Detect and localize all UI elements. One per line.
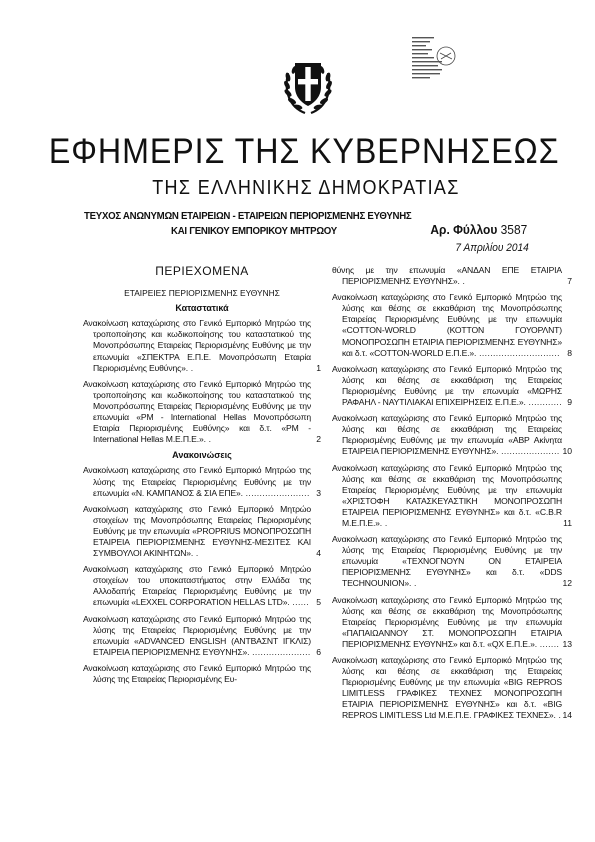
- entry-page-number: 2: [316, 434, 321, 445]
- entry-page-number: 7: [567, 276, 572, 287]
- leader-dots: .......: [536, 638, 560, 649]
- series-line-1: ΤΕΥΧΟΣ ΑΝΩΝΥΜΩΝ ΕΤΑΙΡΕΙΩΝ - ΕΤΑΙΡΕΙΩΝ ΠΕΡΙΟΡΙΣΜΕΝΗΣ ΕΥΘΥΝΗΣ: [84, 210, 412, 222]
- statutes-list: [83, 318, 321, 445]
- entry-page-number: 9: [567, 397, 572, 408]
- entry-page-number: 10: [562, 446, 572, 457]
- contents-entry[interactable]: [83, 614, 321, 658]
- entry-text: Ανακοίνωση καταχώρισης στο Γενικό Εμπορικό Μητρώο της τροποποίησης και κωδικοποίησης του καταστατικού της Μονοπρόσωπης Εταιρείας Περιορισμένης Ευθύνης με την επωνυμία «ΣΠΕΚΤΡΑ Ε.Π.Ε. Μονοπρόσωπη Εταιρία Περιορισμένης Ευθύνης». .: [83, 318, 311, 373]
- leader-dots: ............: [525, 397, 562, 408]
- leader-dots: .: [187, 362, 194, 373]
- contents-entry[interactable]: [332, 292, 572, 359]
- coat-of-arms-icon: [283, 57, 333, 117]
- entry-page-number: 6: [316, 646, 321, 657]
- contents-right-column: [332, 265, 572, 727]
- entry-page-number: 4: [316, 548, 321, 559]
- entry-page-number: 13: [562, 638, 572, 649]
- entry-text: Ανακοίνωση καταχώρισης στο Γενικό Εμπορικό Μητρώο στοιχείων του υποκαταστήματος στην Ελλάδα της Αλλοδαπής Εταιρείας Περιορισμένης Ευθύνης με την επωνυμία «LEXXEL CORPORATION HELLAS LTD». ......: [83, 564, 311, 608]
- leader-dots: .: [459, 276, 466, 287]
- subsection-announcements: Ανακοινώσεις: [172, 450, 232, 461]
- contents-entry[interactable]: [83, 465, 321, 498]
- leader-dots: .: [193, 548, 199, 559]
- leader-dots: .: [555, 710, 562, 721]
- contents-heading: ΠΕΡΙΕΧΟΜΕΝΑ: [155, 264, 249, 278]
- entry-page-number: 1: [316, 362, 321, 373]
- contents-entry[interactable]: [332, 534, 572, 589]
- leader-dots: .....................: [498, 446, 560, 457]
- gazette-title: ΕΦΗΜΕΡΙΣ ΤΗΣ ΚΥΒΕΡΝΗΣΕΩΣ: [48, 132, 560, 171]
- entry-page-number: 5: [316, 597, 321, 608]
- section-heading: ΕΤΑΙΡΕΙΕΣ ΠΕΡΙΟΡΙΣΜΕΝΗΣ ΕΥΘΥΝΗΣ: [124, 288, 280, 299]
- entry-page-number: 8: [567, 347, 572, 358]
- leader-dots: .............................: [476, 347, 560, 358]
- entry-text: θύνης με την επωνυμία «ΑΝΔΑΝ ΕΠΕ ΕΤΑΙΡΙΑ ΠΕΡΙΟΡΙΣΜΕΝΗΣ ΕΥΘΥΝΗΣ». .: [332, 265, 562, 287]
- contents-entry[interactable]: [83, 504, 321, 559]
- contents-entry[interactable]: [83, 663, 321, 685]
- leader-dots: .: [411, 578, 417, 589]
- contents-entry[interactable]: [332, 655, 572, 722]
- entry-page-number: 3: [316, 487, 321, 498]
- issue-label: Αρ. Φύλλου: [430, 222, 498, 237]
- entry-text: Ανακοίνωση καταχώρισης στο Γενικό Εμπορικό Μητρώο της λύσης της Εταιρείας Περιορισμένης Ευ-: [83, 662, 311, 684]
- entry-page-number: 11: [563, 517, 572, 528]
- issue-number-value: 3587: [500, 222, 527, 237]
- contents-entry[interactable]: [83, 379, 321, 446]
- entry-text: Ανακοίνωση καταχώρισης στο Γενικό Εμπορικό Μητρώο της λύσης της Εταιρείας Περιορισμένης Ευθύνης με την επωνυμία «ADVANCED ENGLISH (ΑΝΤΒΑΣΝΤ ΙΓΚΛΙΣ) ΕΤΑΙΡΕΙΑ ΠΕΡΙΟΡΙΣΜΕΝΗΣ ΕΥΘΥΝΗΣ». .....................: [83, 613, 311, 657]
- entry-text: Ανακοίνωση καταχώρισης στο Γενικό Εμπορικό Μητρώο της λύσης της Εταιρείας Περιορισμένης Ευθύνης με την επωνυμία «ΤΕΧΝΟΓΝΟΥΝ ΟΝ ΕΤΑΙΡΕΙΑ ΠΕΡΙΟΡΙΣΜΕΝΗΣ ΕΥΘΥΝΗΣ» και δ.τ. «DDS TECHNOUNION». .: [332, 534, 562, 589]
- announcements-left-list: [83, 465, 321, 685]
- leader-dots: .....................: [249, 646, 311, 657]
- entry-page-number: 14: [562, 710, 572, 721]
- contents-entry[interactable]: [332, 595, 572, 650]
- subsection-statutes: Καταστατικά: [175, 303, 229, 314]
- entry-text: Ανακοίνωση καταχώρισης στο Γενικό Εμπορικό Μητρώο της λύσης και θέσης σε εκκαθάριση της Μονοπρόσωπης Εταιρείας Περιορισμένης Ευθύνης με την επωνυμία «ΧΡΙΣΤΟΦΗ ΚΑΤΑΣΚΕΥΑΣΤΙΚΗ ΜΟΝΟΠΡΟΣΩΠΗ ΕΤΑΙΡΕΙΑ ΠΕΡΙΟΡΙΣΜΕΝΗΣ ΕΥΘΥΝΗΣ» και δ.τ. «C.B.R Μ.Ε.Π.Ε.». .: [332, 462, 562, 528]
- entry-text: Ανακοίνωση καταχώρισης στο Γενικό Εμπορικό Μητρώο της λύσης και θέσης σε εκκαθάριση της Εταιρείας Περιορισμένης Ευθύνης με την επωνυμία «ΑΒΡ Ακίνητα ΕΤΑΙΡΕΙΑ ΠΕΡΙΟΡΙΣΜΕΝΗΣ ΕΥΘΥΝΗΣ». .....................: [332, 413, 562, 457]
- contents-entry[interactable]: [332, 265, 572, 287]
- gazette-subtitle: ΤΗΣ ΕΛΛΗΝΙΚΗΣ ΔΗΜΟΚΡΑΤΙΑΣ: [152, 177, 460, 199]
- contents-entry[interactable]: [83, 564, 321, 608]
- digital-signature-stamp-icon: [410, 35, 470, 95]
- issue-date: 7 Απριλίου 2014: [455, 242, 529, 254]
- entry-text: Ανακοίνωση καταχώρισης στο Γενικό Εμπορικό Μητρώο της λύσης και θέσης σε εκκαθάριση της Εταιρείας Περιορισμένης Ευθύνης με την επωνυμία «BIG REPROS LIMITLESS ΓΡΑΦΙΚΕΣ ΤΕΧΝΕΣ ΜΟΝΟΠΡΟΣΩΠΗ ΕΤΑΙΡΙΑ ΠΕΡΙΟΡΙΣΜΕΝΗΣ ΕΥΘΥΝΗΣ» και δ.τ. «BIG REPROS LIMITLESS Ltd Μ.Ε.Π.Ε. ΓΡΑΦΙΚΕΣ ΤΕΧΝΕΣ». .: [332, 655, 562, 721]
- contents-entry[interactable]: [332, 463, 572, 530]
- entry-text: Ανακοίνωση καταχώρισης στο Γενικό Εμπορικό Μητρώο της λύσης και θέσης σε εκκαθάριση της Εταιρείας Περιορισμένης Ευθύνης με την επωνυμία «ΜΩΡΗΣ ΡΑΦΑΗΛ - ΝΑΥΤΙΛΙΑΚΑΙ ΕΠΙΧΕΙΡΗΣΕΙΣ Ε.Π.Ε.». ............: [332, 363, 562, 408]
- announcements-right-list: [332, 265, 572, 722]
- contents-left-column: [83, 266, 321, 690]
- entry-page-number: 12: [562, 578, 572, 589]
- leader-dots: .: [382, 517, 388, 528]
- leader-dots: ......: [289, 597, 310, 608]
- contents-entry[interactable]: [332, 364, 572, 408]
- entry-text: Ανακοίνωση καταχώρισης στο Γενικό Εμπορικό Μητρώο της λύσης και θέσης σε εκκαθάριση της Μονοπρόσωπης Εταιρείας Περιορισμένης Ευθύνης με την επωνυμία «ΠΑΠΑΙΩΑΝΝΟΥ ΣΤ. ΜΟΝΟΠΡΟΣΩΠΗ ΕΤΑΙΡΙΑ ΠΕΡΙΟΡΙΣΜΕΝΗΣ ΕΥΘΥΝΗΣ» και δ.τ. «QX Ε.Π.Ε.». .......: [332, 594, 562, 649]
- entry-text: Ανακοίνωση καταχώρισης στο Γενικό Εμπορικό Μητρώο στοιχείων της Μονοπρόσωπης Εταιρείας Περιορισμένης Ευθύνης με την επωνυμία «PROPRIUS ΜΟΝΟΠΡΟΣΩΠΗ ΕΤΑΙΡΕΙΑ ΠΕΡΙΟΡΙΣΜΕΝΗΣ ΕΥΘΥΝΗΣ-ΜΕΣΙΤΕΣ ΚΑΙ ΣΥΜΒΟΥΛΟΙ ΑΚΙΝΗΤΩΝ». .: [83, 503, 311, 559]
- series-line-2: ΚΑΙ ΓΕΝΙΚΟΥ ΕΜΠΟΡΙΚΟΥ ΜΗΤΡΩΟΥ: [171, 225, 337, 237]
- leader-dots: .: [205, 434, 212, 445]
- entry-text: Ανακοίνωση καταχώρισης στο Γενικό Εμπορικό Μητρώο της λύσης και θέσης σε εκκαθάριση της Μονοπρόσωπης Εταιρείας Περιορισμένης Ευθύνης με την επωνυμία «COTTON-WORLD (ΚΟΤΤΟΝ ΓΟΥΟΡΛΝΤ) ΜΟΝΟΠΡΟΣΩΠΗ ΕΤΑΙΡΙΑ ΠΕΡΙΟΡΙΣΜΕΝΗΣ ΕΥΘΥΝΗΣ» και δ.τ. «COTTON-WORLD Ε.Π.Ε.». .............................: [332, 292, 562, 358]
- contents-entry[interactable]: [83, 318, 321, 373]
- issue-number: [430, 222, 527, 237]
- contents-entry[interactable]: [332, 413, 572, 457]
- entry-text: Ανακοίνωση καταχώρισης στο Γενικό Εμπορικό Μητρώο της λύσης της Εταιρείας Περιορισμένης Ευθύνης με την επωνυμία «Ν. ΚΑΜΠΑΝΟΣ & ΣΙΑ ΕΠΕ». .......................: [83, 465, 311, 498]
- leader-dots: .......................: [242, 487, 310, 498]
- entry-text: Ανακοίνωση καταχώρισης στο Γενικό Εμπορικό Μητρώο της τροποποίησης και κωδικοποίησης του καταστατικού της Μονοπρόσωπης Εταιρείας Περιορισμένης Ευθύνης με την επωνυμία «PM - International Hellas Μονοπρόσωπη Εταιρία Περιορισμένης Ευθύνης» και δ.τ. «PM - International Hellas Μ.Ε.Π.Ε.». .: [83, 378, 311, 445]
